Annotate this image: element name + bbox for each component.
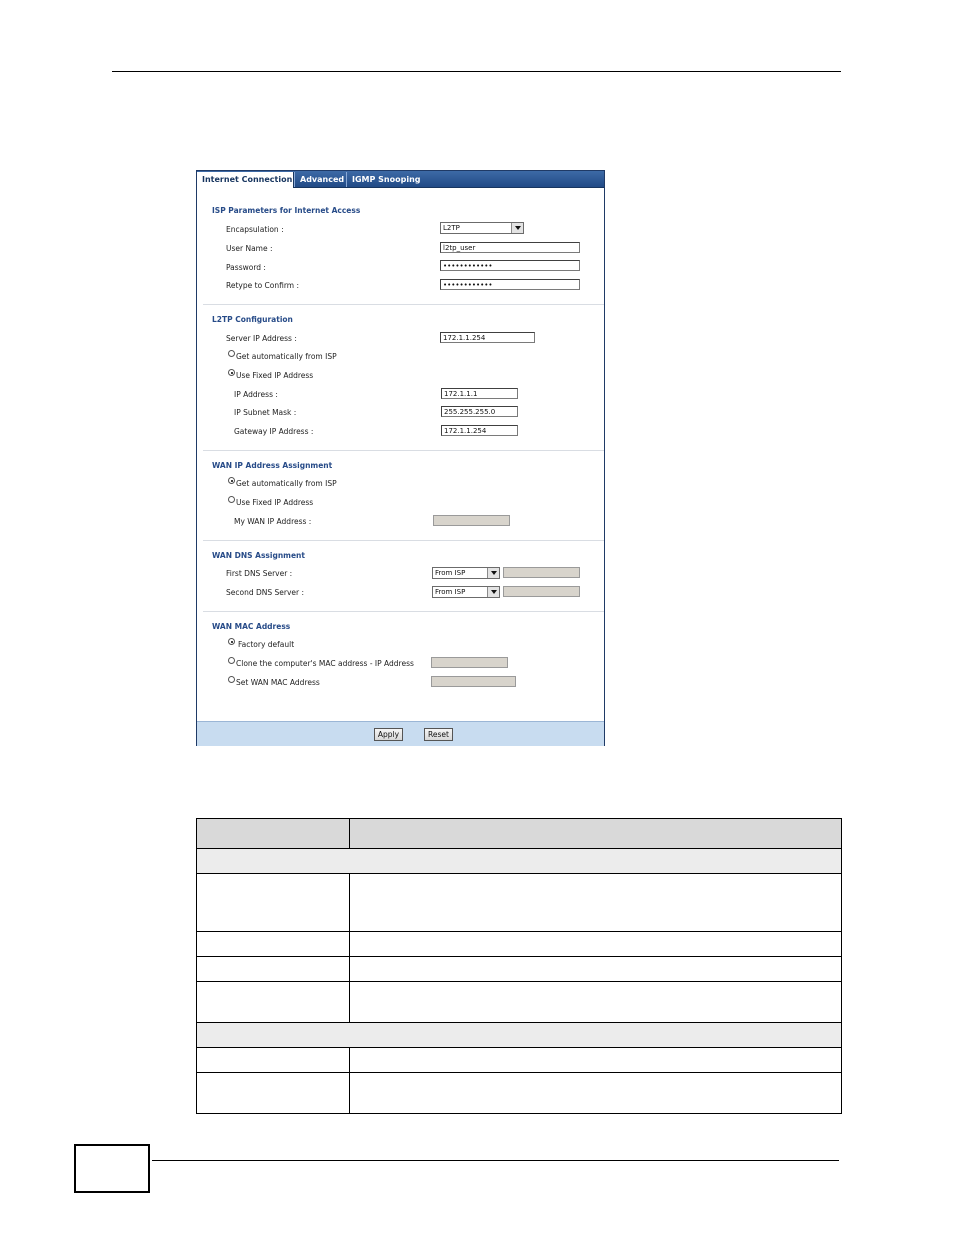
mac-set-input[interactable] <box>431 676 516 687</box>
wan-ip-fixed-radio[interactable] <box>228 496 235 503</box>
wan-ip-fixed-label: Use Fixed IP Address <box>236 498 314 507</box>
my-wan-ip-input[interactable] <box>433 515 510 526</box>
gateway-label: Gateway IP Address : <box>234 427 314 436</box>
table-row <box>197 932 842 957</box>
internet-connection-panel <box>196 170 605 746</box>
tab-igmp-snooping[interactable]: IGMP Snooping <box>346 172 421 187</box>
description-table <box>196 818 842 1114</box>
table-cell <box>349 932 841 957</box>
tab-internet-connection[interactable]: Internet Connection <box>197 172 294 188</box>
username-label: User Name : <box>226 244 273 253</box>
section-divider <box>203 611 604 612</box>
section-divider <box>203 450 604 451</box>
subnet-mask-input[interactable]: 255.255.255.0 <box>441 406 518 417</box>
table-section-cell <box>197 1023 842 1048</box>
table-cell <box>349 874 841 932</box>
table-row <box>197 874 842 932</box>
section-divider <box>203 304 604 305</box>
username-input[interactable]: l2tp_user <box>440 242 580 253</box>
isp-section-title: ISP Parameters for Internet Access <box>212 206 361 215</box>
mac-clone-ip-input[interactable] <box>431 657 508 668</box>
reset-button[interactable]: Reset <box>424 728 453 741</box>
chevron-down-icon <box>487 587 499 597</box>
mac-clone-label: Clone the computer's MAC address - IP Address <box>236 659 414 668</box>
table-section-cell <box>197 849 842 874</box>
table-cell <box>197 932 350 957</box>
table-row <box>197 957 842 982</box>
subnet-mask-label: IP Subnet Mask : <box>234 408 297 417</box>
table-cell <box>349 1048 841 1073</box>
table-row <box>197 849 842 874</box>
mac-factory-radio[interactable] <box>228 638 235 645</box>
section-divider <box>203 540 604 541</box>
table-row <box>197 1048 842 1073</box>
wan-dns-section-title: WAN DNS Assignment <box>212 551 305 560</box>
second-dns-ip-input[interactable] <box>503 586 580 597</box>
mac-set-radio[interactable] <box>228 676 235 683</box>
mac-set-label: Set WAN MAC Address <box>236 678 320 687</box>
wan-ip-auto-radio[interactable] <box>228 477 235 484</box>
second-dns-select[interactable] <box>432 586 500 598</box>
server-ip-input[interactable]: 172.1.1.254 <box>440 332 535 343</box>
password-label: Password : <box>226 263 266 272</box>
table-row <box>197 982 842 1023</box>
l2tp-fixed-label: Use Fixed IP Address <box>236 371 314 380</box>
encapsulation-value: L2TP <box>443 224 460 232</box>
tab-bar <box>197 171 604 188</box>
retype-password-input[interactable]: •••••••••••• <box>440 279 580 290</box>
first-dns-value: From ISP <box>435 569 466 577</box>
gateway-input[interactable]: 172.1.1.254 <box>441 425 518 436</box>
table-header-row <box>197 819 842 849</box>
server-ip-label: Server IP Address : <box>226 334 297 343</box>
header-rule <box>112 71 841 72</box>
first-dns-ip-input[interactable] <box>503 567 580 578</box>
ip-address-input[interactable]: 172.1.1.1 <box>441 388 518 399</box>
my-wan-ip-label: My WAN IP Address : <box>234 517 312 526</box>
tab-advanced[interactable]: Advanced <box>294 172 346 187</box>
wan-ip-section-title: WAN IP Address Assignment <box>212 461 333 470</box>
mac-clone-radio[interactable] <box>228 657 235 664</box>
mac-factory-label: Factory default <box>238 640 295 649</box>
encapsulation-select[interactable] <box>440 222 524 234</box>
second-dns-label: Second DNS Server : <box>226 588 305 597</box>
table-cell <box>197 982 350 1023</box>
page-number-box <box>74 1144 150 1193</box>
chevron-down-icon <box>487 568 499 578</box>
table-cell <box>197 874 350 932</box>
wan-mac-section-title: WAN MAC Address <box>212 622 291 631</box>
table-cell <box>349 982 841 1023</box>
first-dns-label: First DNS Server : <box>226 569 293 578</box>
table-cell <box>197 1073 350 1114</box>
first-dns-select[interactable] <box>432 567 500 579</box>
password-input[interactable]: •••••••••••• <box>440 260 580 271</box>
table-row <box>197 1073 842 1114</box>
second-dns-value: From ISP <box>435 588 466 596</box>
table-cell <box>349 1073 841 1114</box>
l2tp-auto-radio[interactable] <box>228 350 235 357</box>
chevron-down-icon <box>511 223 523 233</box>
l2tp-fixed-radio[interactable] <box>228 369 235 376</box>
l2tp-auto-label: Get automatically from ISP <box>236 352 337 361</box>
table-row <box>197 1023 842 1048</box>
retype-password-label: Retype to Confirm : <box>226 281 300 290</box>
table-cell <box>197 1048 350 1073</box>
apply-button[interactable]: Apply <box>374 728 403 741</box>
wan-ip-auto-label: Get automatically from ISP <box>236 479 337 488</box>
table-header-cell <box>349 819 841 849</box>
table-header-cell <box>197 819 350 849</box>
encapsulation-label: Encapsulation : <box>226 225 284 234</box>
footer-rule <box>152 1160 839 1161</box>
button-footer <box>197 721 604 746</box>
table-cell <box>349 957 841 982</box>
l2tp-section-title: L2TP Configuration <box>212 315 293 324</box>
table-cell <box>197 957 350 982</box>
ip-address-label: IP Address : <box>234 390 278 399</box>
